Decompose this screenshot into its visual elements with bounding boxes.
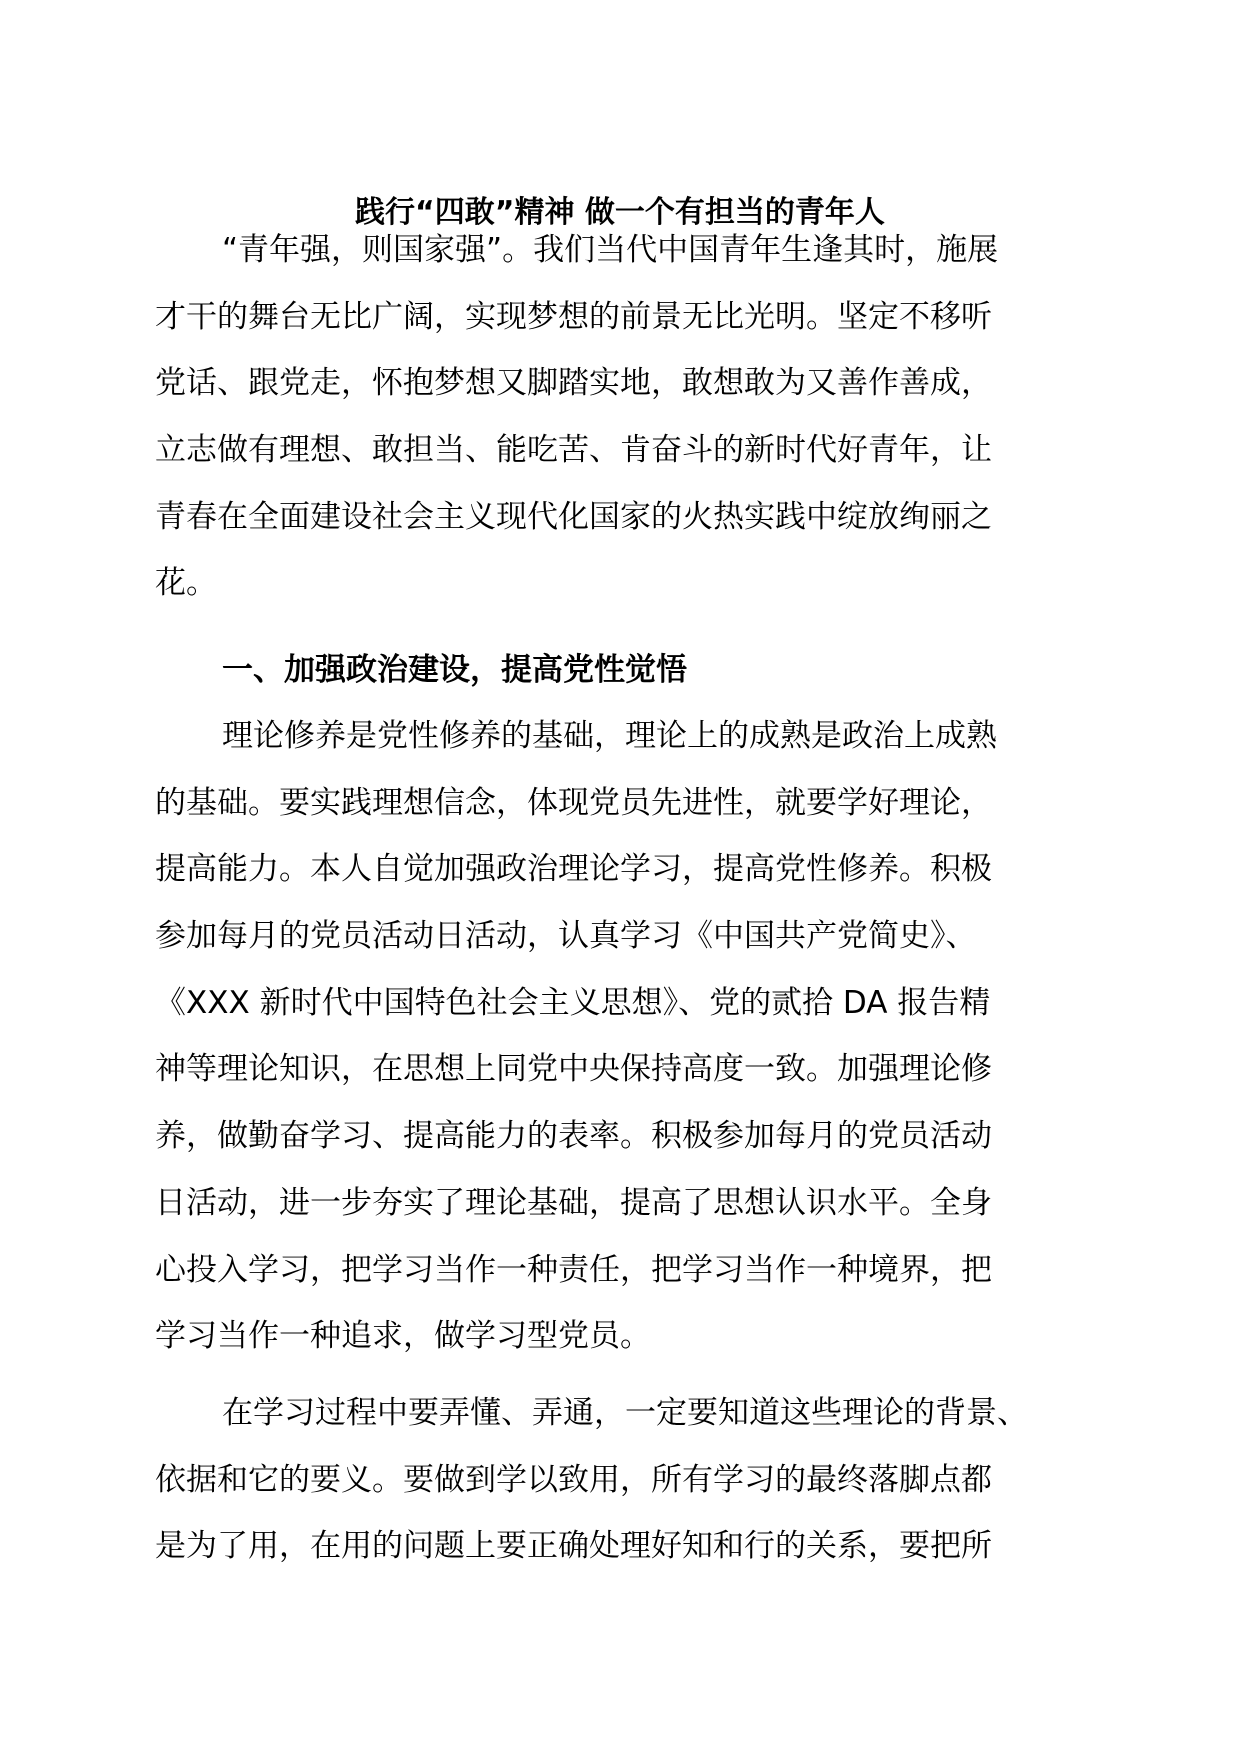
paragraph-line: 日活动，进一步夯实了理论基础，提高了思想认识水平。全身 [155,1184,992,1221]
paragraph-line: 提高能力。本人自觉加强政治理论学习，提高党性修养。积极 [155,851,992,888]
paragraph-line: 花。 [155,565,217,602]
paragraph-line: 神等理论知识，在思想上同党中央保持高度一致。加强理论修 [155,1051,992,1088]
intro-paragraph [155,217,1115,617]
paragraph-line: 党话、跟党走，怀抱梦想又脚踏实地，敢想敢为又善作善成， [155,365,992,402]
paragraph-line: 参加每月的党员活动日活动，认真学习《中国共产党简史》、 [155,918,977,955]
section-heading: 一、加强政治建设，提高党性觉悟 [222,652,687,688]
paragraph-line: 才干的舞台无比广阔，实现梦想的前景无比光明。坚定不移听 [155,298,992,335]
paragraph-line: 理论修养是党性修养的基础，理论上的成熟是政治上成熟 [222,718,997,754]
section-1-paragraph-1 [155,703,1115,1370]
paragraph-line: 在学习过程中要弄懂、弄通，一定要知道这些理论的背景、 [222,1395,1028,1431]
paragraph-line: 心投入学习，把学习当作一种责任，把学习当作一种境界，把 [155,1251,992,1288]
paragraph-line: 养，做勤奋学习、提高能力的表率。积极参加每月的党员活动 [155,1118,992,1155]
paragraph-line: 学习当作一种追求，做学习型党员。 [155,1318,651,1355]
paragraph-line: 青春在全面建设社会主义现代化国家的火热实践中绽放绚丽之 [155,498,992,535]
paragraph-line: 《XXX 新时代中国特色社会主义思想》、党的贰拾 DA 报告精 [155,984,991,1021]
paragraph-line: 的基础。要实践理想信念，体现党员先进性，就要学好理论， [155,784,992,821]
paragraph-line: 依据和它的要义。要做到学以致用，所有学习的最终落脚点都 [155,1461,992,1498]
paragraph-line: “青年强，则国家强”。我们当代中国青年生逢其时，施展 [222,232,999,268]
section-1-paragraph-2 [155,1380,1115,1580]
paragraph-line: 立志做有理想、敢担当、能吃苦、肯奋斗的新时代好青年，让 [155,432,992,469]
document-title: 践行“四敢”精神 做一个有担当的青年人 [355,195,885,230]
paragraph-line: 是为了用，在用的问题上要正确处理好知和行的关系，要把所 [155,1528,992,1565]
